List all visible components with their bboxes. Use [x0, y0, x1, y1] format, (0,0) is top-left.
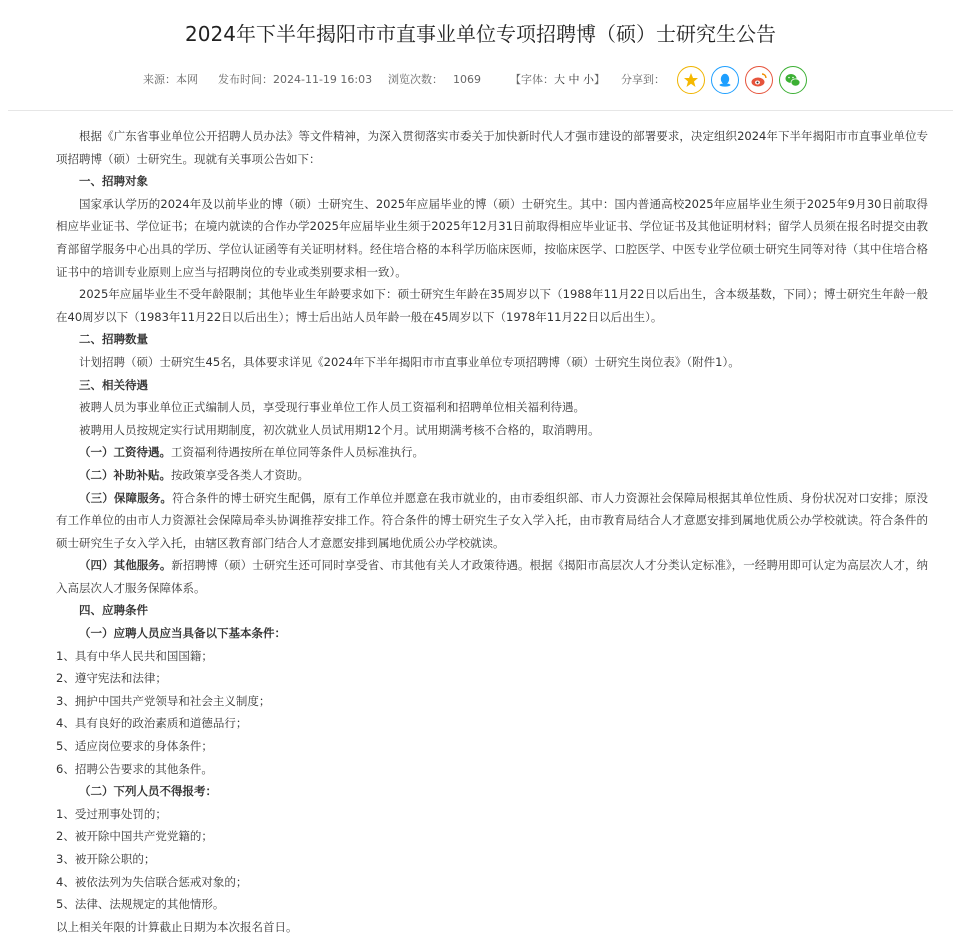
paragraph-salary: [56, 441, 928, 464]
section-heading-benefits: 三、相关待遇: [79, 377, 148, 392]
paragraph-other-services: [56, 554, 928, 599]
share-label: 分享到：: [621, 73, 665, 86]
article-meta-bar: [0, 66, 961, 94]
list-item: 1、受过刑事处罚的；: [56, 806, 167, 821]
subheading-basic-conditions: （一）应聘人员应当具备以下基本条件：: [79, 626, 286, 641]
paragraph-deadline-note: 以上相关年限的计算截止日期为本次报名首日。: [56, 919, 298, 934]
list-item: 3、拥护中国共产党领导和社会主义制度；: [56, 693, 271, 708]
paragraph-support-services: [56, 487, 928, 555]
section-heading-recruit-count: 二、招聘数量: [79, 332, 148, 347]
subheading-excluded: （二）下列人员不得报考：: [79, 784, 217, 799]
subsidy-text: 按政策享受各类人才资助。: [171, 467, 309, 482]
list-item: 6、招聘公告要求的其他条件。: [56, 761, 213, 776]
list-item: 4、被依法列为失信联合惩戒对象的；: [56, 874, 248, 889]
paragraph-benefits-staffing: 被聘人员为事业单位正式编制人员，享受现行事业单位工作人员工资福利和招聘单位相关福利待遇。: [79, 400, 585, 415]
qzone-icon[interactable]: [677, 66, 705, 94]
section-heading-recruit-target: 一、招聘对象: [79, 174, 148, 189]
article-body: [56, 125, 928, 938]
font-medium-button[interactable]: 中: [568, 73, 580, 86]
support-text: 符合条件的博士研究生配偶，原有工作单位并愿意在我市就业的，由市委组织部、市人力资源社会保障局根据其单位性质、身份状况对口安排；原没有工作单位的由市人力资源社会保障局牵头协调推荐安排工作。符合条件的博士研究生子女入学入托，由市教育局结合人才意愿安排到属地优质公办学校就读。符合条件的硕士研究生子女入学入托，由辖区教育部门结合人才意愿安排到属地优质公办学校就读。: [56, 490, 928, 550]
views-count: 1069: [453, 73, 481, 86]
intro-paragraph: 根据《广东省事业单位公开招聘人员办法》等文件精神，为深入贯彻落实市委关于加快新时代人才强市建设的部署要求，决定组织2024年下半年揭阳市市直事业单位专项招聘博（硕）士研究生。现就有关事项公告如下：: [56, 129, 928, 166]
paragraph-subsidy: [56, 464, 928, 487]
font-large-button[interactable]: 大: [554, 73, 565, 86]
page-title: 2024年下半年揭阳市市直事业单位专项招聘博（硕）士研究生公告: [185, 22, 776, 46]
list-item: 5、法律、法规规定的其他情形。: [56, 897, 225, 912]
font-small-button[interactable]: 小: [583, 73, 594, 86]
font-size-control: [510, 73, 605, 87]
support-lead: （三）保障服务。: [79, 490, 173, 505]
weibo-icon[interactable]: [745, 66, 773, 94]
section-heading-conditions: 四、应聘条件: [79, 603, 148, 618]
list-item: 1、具有中华人民共和国国籍；: [56, 648, 213, 663]
salary-text: 工资福利待遇按所在单位同等条件人员标准执行。: [171, 445, 424, 460]
list-item: 4、具有良好的政治素质和道德品行；: [56, 716, 248, 731]
list-item: 3、被开除公职的；: [56, 852, 156, 866]
paragraph-recruit-count: 计划招聘（硕）士研究生45名，具体要求详见《2024年下半年揭阳市市直事业单位专项招聘博（硕）士研究生岗位表》（附件1）。: [79, 354, 740, 369]
list-item: 2、被开除中国共产党党籍的；: [56, 829, 213, 844]
paragraph-probation: 被聘用人员按规定实行试用期制度，初次就业人员试用期12个月。试用期满考核不合格的，取消聘用。: [79, 422, 600, 437]
other-services-lead: （四）其他服务。: [79, 558, 172, 573]
list-item: 2、遵守宪法和法律；: [56, 671, 167, 686]
publish-time: 发布时间：2024-11-19 16:03: [218, 73, 373, 86]
paragraph-age-requirements: 2025年应届毕业生不受年龄限制；其他毕业生年龄要求如下：硕士研究生年龄在35周岁以下（1988年11月22日以后出生，含本级基数，下同）；博士研究生年龄一般在40周岁以下（1983年11月22日以后出生）；博士后出站人员年龄一般在45周岁以下（1978年11月22日以后出生）。: [56, 287, 928, 324]
paragraph-recruit-target: 国家承认学历的2024年及以前毕业的博（硕）士研究生、2025年应届毕业的博（硕）士研究生。其中：国内普通高校2025年应届毕业生须于2025年9月30日前取得相应毕业证书、学位证书；在境内就读的合作办学2025年应届毕业生须于2025年12月31日前取得相应毕业证书、学位证书及其他证明材料；留学人员须在报名时提交由教育部留学服务中心出具的学历、学位认证函等有关证明材料。经住培合格的本科学历临床医师，按临床医学、口腔医学、中医专业学位硕士研究生同等对待（其中住培合格证书中的培训专业原则上应当与招聘岗位的专业或类别要求相一致）。: [56, 196, 928, 279]
subsidy-lead: （二）补助补贴。: [79, 467, 171, 482]
qq-icon[interactable]: [711, 66, 739, 94]
font-size-close: 】: [594, 73, 605, 86]
header-divider: [8, 110, 953, 111]
font-size-open: 【字体：: [510, 73, 554, 86]
other-services-text: 新招聘博（硕）士研究生还可同时享受省、市其他有关人才政策待遇。根据《揭阳市高层次人才分类认定标准》，一经聘用即可认定为高层次人才，纳入高层次人才服务保障体系。: [56, 558, 929, 595]
views-label: 浏览次数：: [388, 73, 443, 86]
source-text: 来源：本网: [143, 73, 198, 86]
list-item: 5、适应岗位要求的身体条件；: [56, 739, 213, 754]
wechat-icon[interactable]: [779, 66, 807, 94]
salary-lead: （一）工资待遇。: [79, 445, 171, 460]
